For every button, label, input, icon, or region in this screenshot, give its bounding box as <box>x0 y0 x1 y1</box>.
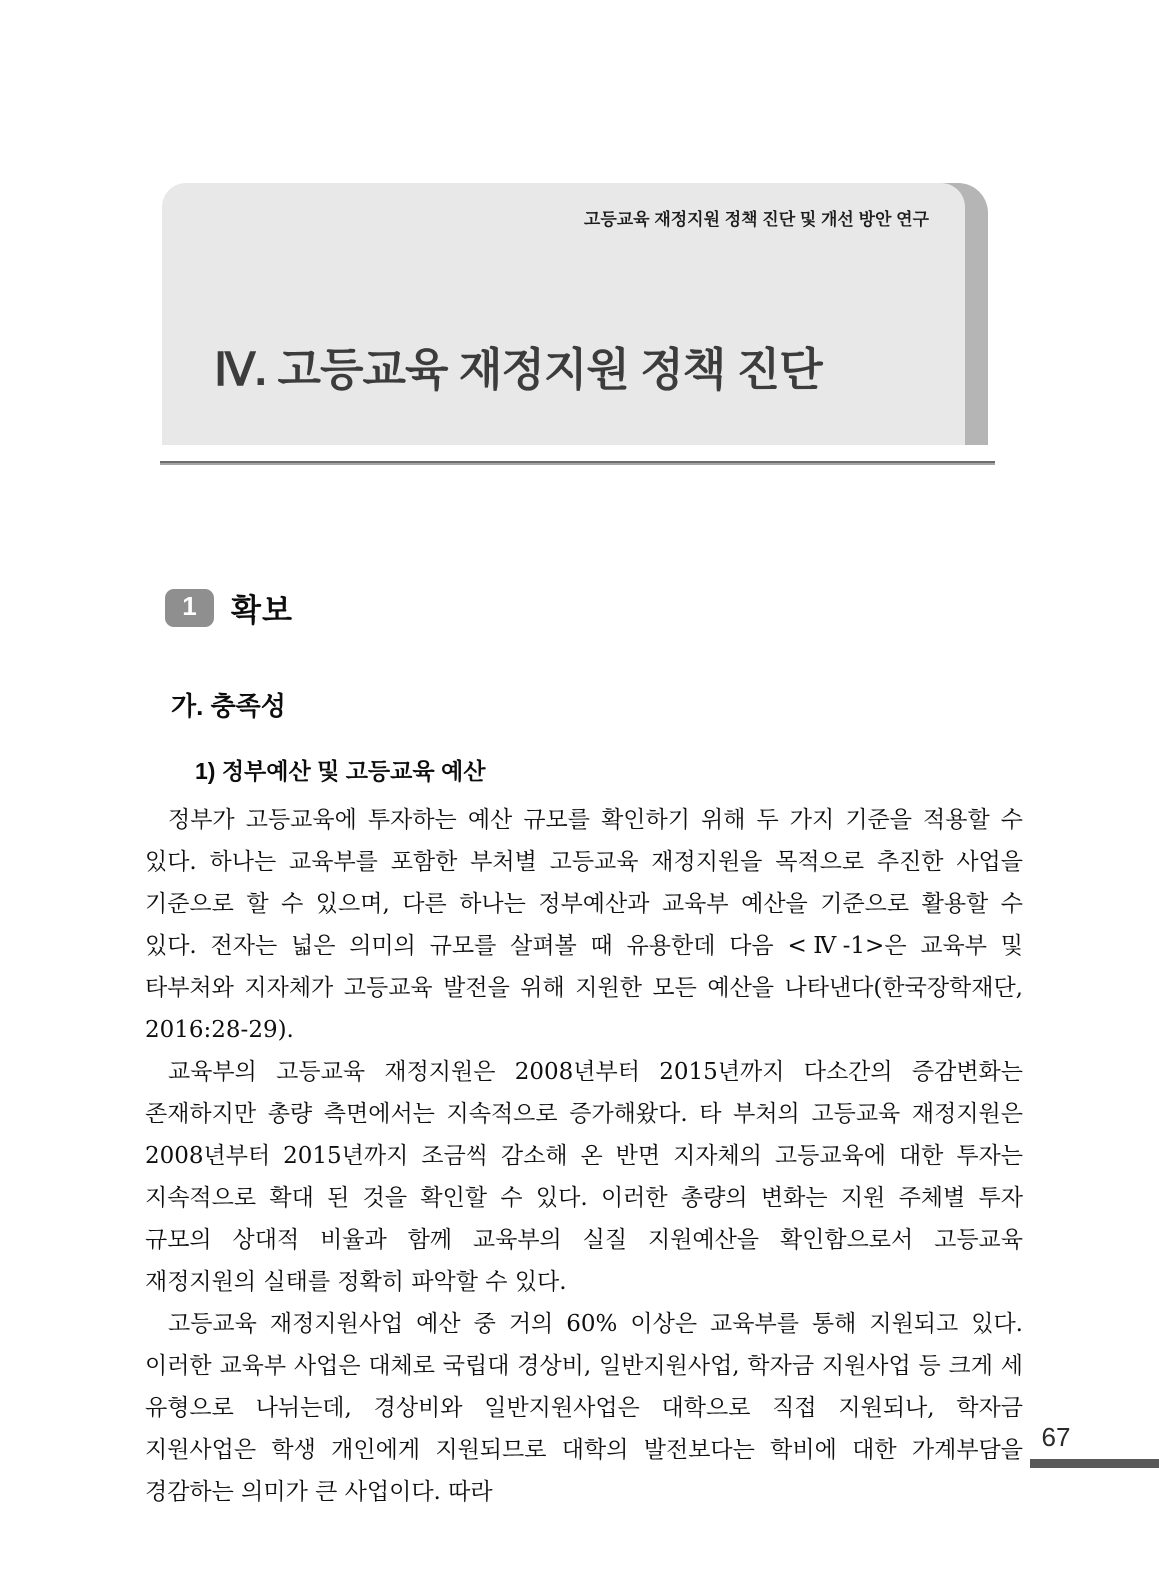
chapter-title: Ⅳ. 고등교육 재정지원 정책 진단 <box>214 344 822 395</box>
chapter-header-box-shadow <box>162 183 988 445</box>
chapter-header-box <box>162 183 965 445</box>
section-heading <box>165 585 293 630</box>
subsubsection-heading: 1) 정부예산 및 고등교육 예산 <box>195 758 486 784</box>
body-paragraph: 고등교육 재정지원사업 예산 중 거의 60% 이상은 교육부를 통해 지원되고 있다. 이러한 교육부 사업은 대체로 국립대 경상비, 일반지원사업, 학자금 지원사업 등 크게 세 유형으로 나뉘는데, 경상비와 일반지원사업은 대학으로 직접 지원되나, 학자금 지원사업은 학생 개인에게 지원되므로 대학의 발전보다는 학비에 대한 가계부담을 경감하는 의미가 큰 사업이다. 따라 <box>145 1311 1023 1505</box>
body-text <box>145 799 1023 1513</box>
section-number-badge: 1 <box>165 589 214 627</box>
header-divider <box>160 461 995 465</box>
running-title: 고등교육 재정지원 정책 진단 및 개선 방안 연구 <box>583 210 929 229</box>
page-number: 67 <box>1041 1422 1071 1452</box>
footer-bar <box>1030 1459 1159 1468</box>
body-paragraph: 교육부의 고등교육 재정지원은 2008년부터 2015년까지 다소간의 증감변화는 존재하지만 총량 측면에서는 지속적으로 증가해왔다. 타 부처의 고등교육 재정지원은 2008년부터 2015년까지 조금씩 감소해 온 반면 지자체의 고등교육에 대한 투자는 지속적으로 확대 된 것을 확인할 수 있다. 이러한 총량의 변화는 지원 주체별 투자 규모의 상대적 비율과 함께 교육부의 실질 지원예산을 확인함으로서 고등교육 재정지원의 실태를 정확히 파악할 수 있다. <box>145 1059 1023 1295</box>
subsection-heading: 가. 충족성 <box>171 691 286 721</box>
body-paragraph: 정부가 고등교육에 투자하는 예산 규모를 확인하기 위해 두 가지 기준을 적용할 수 있다. 하나는 교육부를 포함한 부처별 고등교육 재정지원을 목적으로 추진한 사업을 기준으로 할 수 있으며, 다른 하나는 정부예산과 교육부 예산을 기준으로 활용할 수 있다. 전자는 넓은 의미의 규모를 살펴볼 때 유용한데 다음 <Ⅳ-1>은 교육부 및 타부처와 지자체가 고등교육 발전을 위해 지원한 모든 예산을 나타낸다(한국장학재단, 2016:28-29). <box>145 807 1023 1043</box>
section-title: 확보 <box>231 593 293 628</box>
